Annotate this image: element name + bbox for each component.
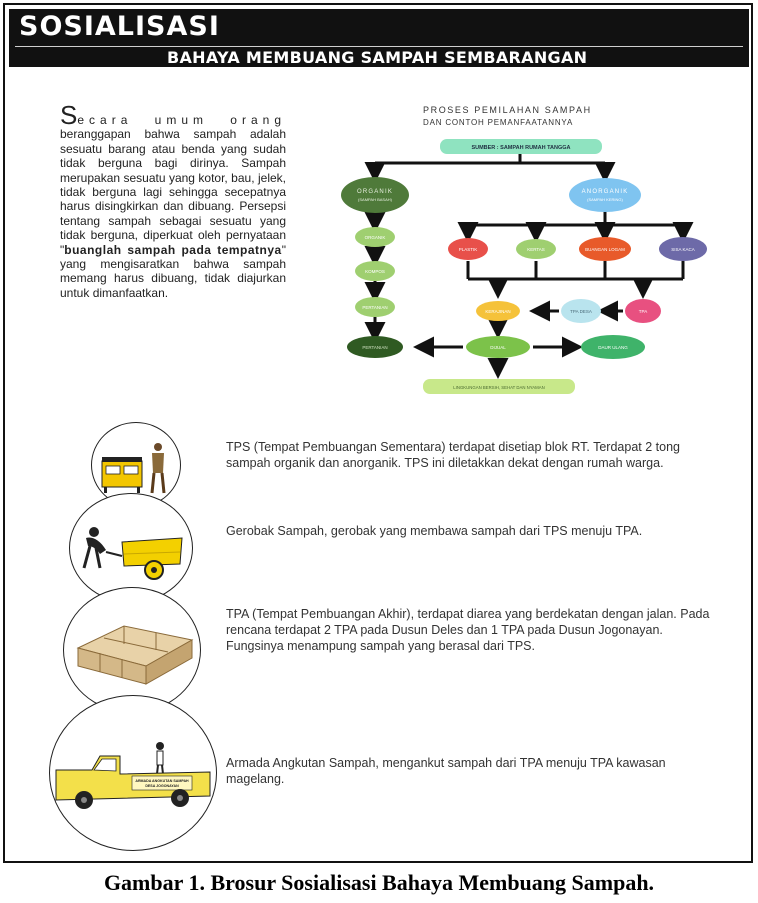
intro-dropcap: S bbox=[60, 100, 78, 130]
anorganik-node bbox=[569, 178, 641, 212]
tps-description: TPS (Tempat Pembuangan Sementara) terdapat disetiap blok RT. Terdapat 2 tong sampah organik dan anorganik. TPS ini diletakkan dekat dengan rumah warga. bbox=[226, 440, 680, 470]
header-divider bbox=[15, 46, 743, 47]
brochure-poster bbox=[3, 3, 753, 863]
kertas-node-label: KERTAS bbox=[527, 247, 545, 252]
organik-node-label: ORGANIK bbox=[356, 189, 394, 195]
pertanian-final-label: PERTANIAN bbox=[362, 345, 388, 350]
logam-node-label: BUANGAN LOGAM bbox=[585, 247, 625, 252]
truck-label-2: DESA JOGONAYAN bbox=[145, 784, 179, 788]
intro-text-b: " yang mengisaratkan bahwa sampah memang harus dibuang, tidak diajurkan untuk dimanfaatkan. bbox=[60, 242, 286, 300]
organik-node-sub: (SAMPAH BASAH) bbox=[358, 197, 392, 202]
figure-caption: Gambar 1. Brosur Sosialisasi Bahaya Membuang Sampah. bbox=[103, 870, 655, 895]
anorganik-node-label: ANORGANIK bbox=[581, 189, 629, 195]
brochure-subtitle: BAHAYA MEMBUANG SAMPAH SEMBARANGAN bbox=[167, 48, 588, 67]
diagram-title-line1: PROSES PEMILAHAN SAMPAH bbox=[423, 105, 592, 115]
source-node-label: SUMBER : SAMPAH RUMAH TANGGA bbox=[471, 145, 571, 151]
pertanian-node-label: PERTANIAN bbox=[362, 305, 388, 310]
header-bar bbox=[9, 9, 749, 67]
intro-first-words: ecara umum orang bbox=[77, 113, 286, 127]
kaca-node-label: SISA KACA bbox=[671, 247, 695, 252]
dijual-node-label: DIJUAL bbox=[490, 345, 506, 350]
tpa-desa-node-label: TPA DESA bbox=[570, 309, 592, 314]
intro-bold-phrase: buanglah sampah pada tempatnya bbox=[64, 242, 282, 257]
truck-circle bbox=[49, 695, 217, 851]
daur-ulang-node-label: DAUR ULANG bbox=[598, 345, 628, 350]
plastik-node-label: PLASTIK bbox=[458, 247, 478, 252]
tpa-description: TPA (Tempat Pembuangan Akhir), terdapat diarea yang berdekatan dengan jalan. Pada rencana terdapat 2 TPA pada Dusun Deles dan 1 TPA pada Dusun Jogonayan. Fungsinya menampung sampah yang berasal dari TPS. bbox=[226, 607, 710, 653]
intro-paragraph bbox=[60, 100, 286, 300]
diagram-title-line2: DAN CONTOH PEMANFAATANNYA bbox=[423, 118, 574, 127]
kompos-node-label: KOMPOS bbox=[365, 269, 385, 274]
truck-label-1: ARMADA ANGKUTAN SAMPAH bbox=[135, 779, 189, 783]
kerajinan-node-label: KERAJINAN bbox=[485, 309, 511, 314]
anorganik-node-sub: (SAMPAH KERING) bbox=[587, 197, 623, 202]
result-node-label: LINGKUNGAN BERSIH, SEHAT DAN NYAMAN bbox=[453, 385, 545, 390]
organik-step-label: ORGANIK bbox=[364, 235, 386, 240]
intro-first-line bbox=[60, 100, 286, 130]
tpa-node-label: TPA bbox=[638, 309, 648, 314]
truck-description: Armada Angkutan Sampah, mengankut sampah dari TPA menuju TPA kawasan magelang. bbox=[226, 756, 666, 786]
sorting-process-diagram bbox=[323, 101, 723, 401]
intro-text-a: beranggapan bahwa sampah adalah sesuatu barang atau benda yang sudah tidak berguna bagi dirinya. Sampah merupakan sesuatu yang kotor, bau, jelek, tidak berguna lagi sehingga secepatnya harus disingkirkan dan dibuang. Persepsi tentang sampah sebagai sesuatu yang tidak berguna, diperkuat oleh pernyataan " bbox=[60, 127, 286, 257]
cart-description: Gerobak Sampah, gerobak yang membawa sampah dari TPS menuju TPA. bbox=[226, 524, 643, 538]
garbage-truck-icon bbox=[50, 696, 217, 851]
organik-node bbox=[341, 177, 409, 213]
brochure-title: SOSIALISASI bbox=[19, 11, 220, 42]
